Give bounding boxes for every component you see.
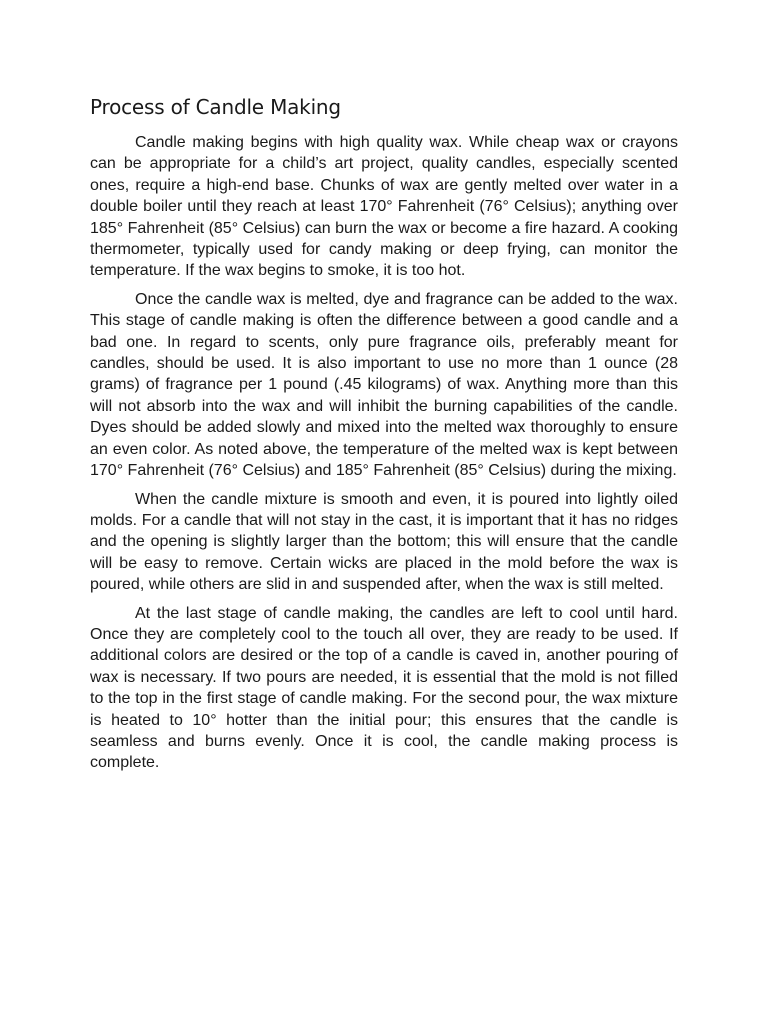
- paragraph-3: When the candle mixture is smooth and even, it is poured into lightly oiled molds. For a candle that will not stay in the cast, it is important that it has no ridges and the opening is slightly larger than the bottom; this will ensure that the candle will be easy to remove. Certain wicks are placed in the mold before the wax is poured, while others are slid in and suspended after, when the wax is still melted.: [90, 490, 678, 594]
- paragraph-4: At the last stage of candle making, the candles are left to cool until hard. Once they are completely cool to the touch all over, they are ready to be used. If additional colors are desired or the top of a candle is caved in, another pouring of wax is necessary. If two pours are needed, it is essential that the mold is not filled to the top in the first stage of candle making. For the second pour, the wax mixture is heated to 10° hotter than the initial pour; this ensures that the candle is seamless and burns evenly. Once it is cool, the candle making process is complete.: [90, 604, 678, 772]
- document-body: [90, 92, 678, 781]
- paragraph-1: Candle making begins with high quality wax. While cheap wax or crayons can be appropriate for a child’s art project, quality candles, especially scented ones, require a high-end base. Chunks of wax are gently melted over water in a double boiler until they reach at least 170° Fahrenheit (76° Celsius); anything over 185° Fahrenheit (85° Celsius) can burn the wax or become a fire hazard. A cooking thermometer, typically used for candy making or deep frying, can monitor the temperature. If the wax begins to smoke, it is too hot.: [90, 134, 678, 280]
- document-title: Process of Candle Making: [90, 95, 341, 119]
- paragraph-2: Once the candle wax is melted, dye and fragrance can be added to the wax. This stage of candle making is often the difference between a good candle and a bad one. In regard to scents, only pure fragrance oils, preferably meant for candles, should be used. It is also important to use no more than 1 ounce (28 grams) of fragrance per 1 pound (.45 kilograms) of wax. Anything more than this will not absorb into the wax and will inhibit the burning capabilities of the candle. Dyes should be added slowly and mixed into the melted wax thoroughly to ensure an even color. As noted above, the temperature of the melted wax is kept between 170° Fahrenheit (76° Celsius) and 185° Fahrenheit (85° Celsius) during the mixing.: [90, 290, 678, 480]
